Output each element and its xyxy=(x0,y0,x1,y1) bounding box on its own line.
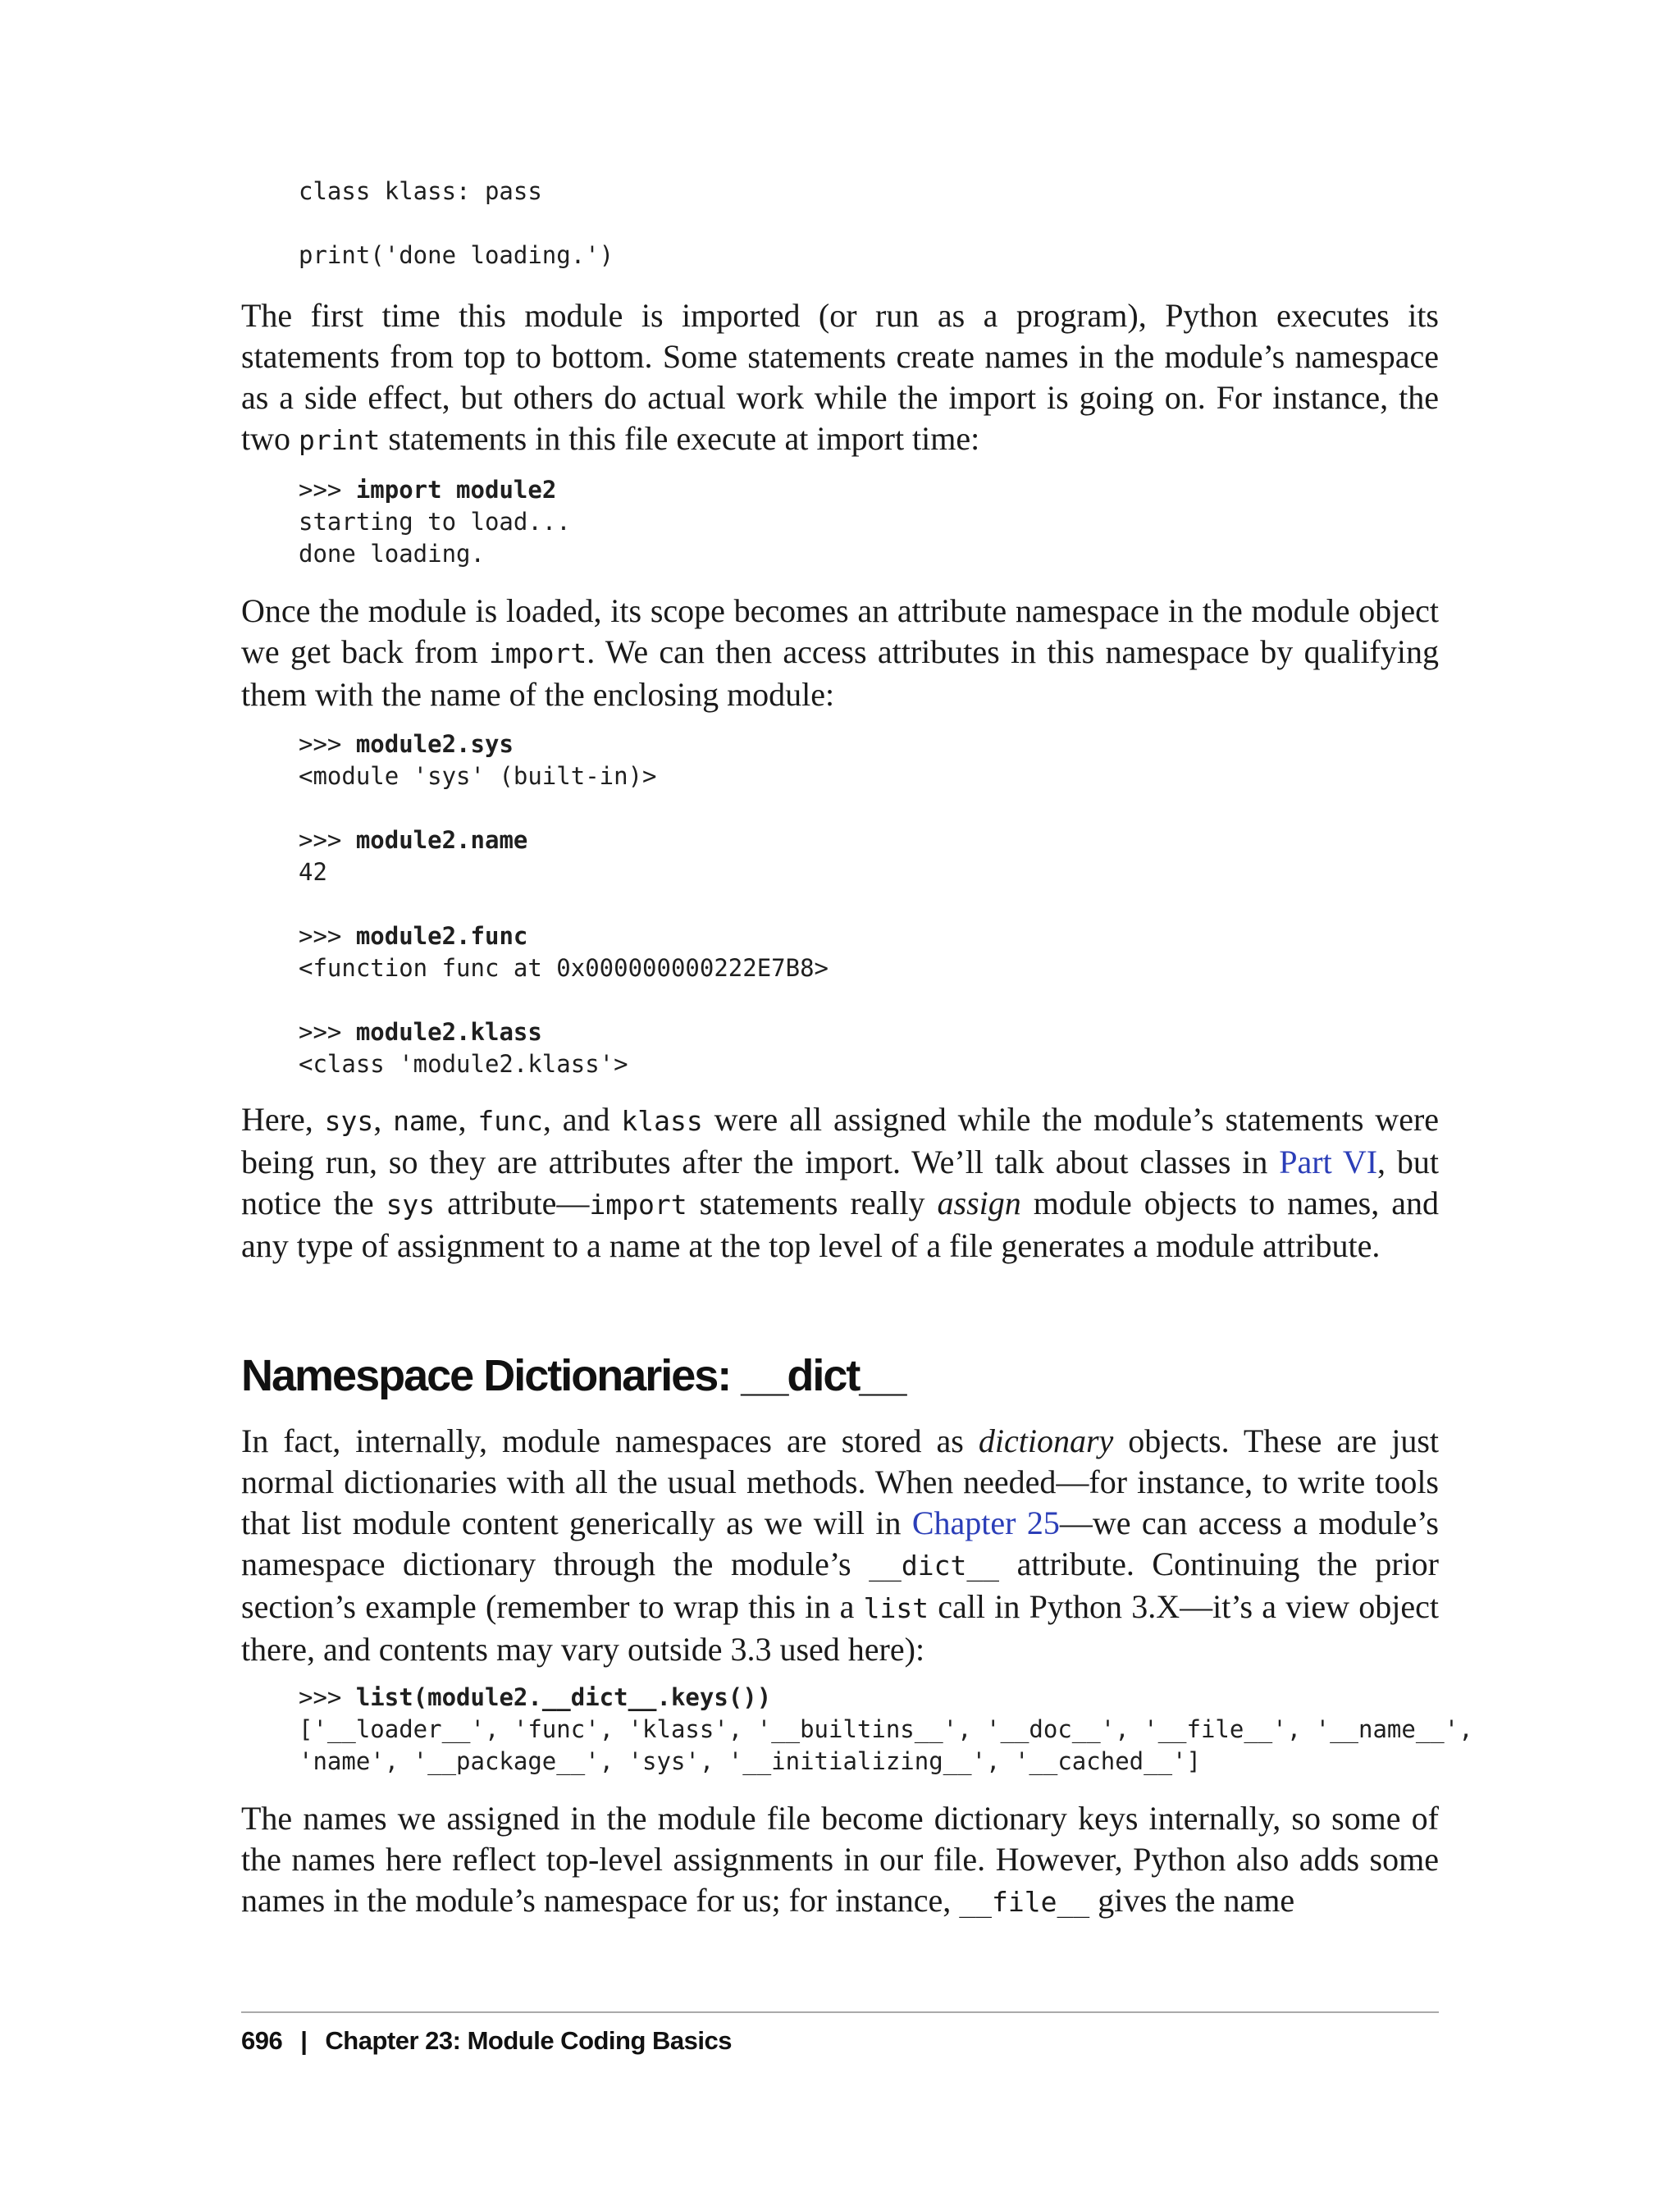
code-line: class klass: pass xyxy=(299,177,542,205)
section-heading: Namespace Dictionaries: __dict__ xyxy=(241,1351,906,1400)
paragraph: The first time this module is imported (or run as a program), Python executes its statements from top to bottom. Some statements create names in the module’s namespace as a side effect, but others do actual work while the import is going on. For instance, the two print statements in this file execute at import time: xyxy=(241,297,1439,457)
chapter-25-link[interactable]: Chapter 25 xyxy=(911,1504,1060,1541)
paragraph: Here, sys, name, func, and klass were all assigned while the module’s statements were being run, so they are attributes after the import. We’ll talk about classes in Part VI, but notice the sys attribute—import statements really assign module objects to names, and any type of assignment to a name at the top level of a file generates a module attribute. xyxy=(241,1101,1440,1264)
paragraph: The names we assigned in the module file become dictionary keys internally, so some of the names here reflect top-level assignments in our file. However, Python also adds some names in the module’s namespace for us; for instance, __file__ gives the name xyxy=(241,1800,1439,1919)
paragraph: Once the module is loaded, its scope becomes an attribute namespace in the module object we get back from import. We can then access attributes in this namespace by qualifying them with the name of the enclosing module: xyxy=(241,592,1439,713)
page-number: 696 xyxy=(241,2026,283,2055)
paragraph: In fact, internally, module namespaces are stored as dictionary objects. These are just normal dictionaries with all the usual methods. When needed—for instance, to write tools that list module content generically as we will in Chapter 25—we can access a module’s namespace dictionary through the module’s __dict__ attribute. Continuing the prior section’s example (remember to wrap this in a list call in Python 3.X—it’s a view object there, and contents may vary outside 3.3 used here): xyxy=(241,1422,1440,1668)
code-block-import: >>> import module2 starting to load... done loading. xyxy=(299,476,571,568)
code-line: print('done loading.') xyxy=(299,241,614,269)
page-footer xyxy=(241,2026,732,2056)
chapter-title: Chapter 23: Module Coding Basics xyxy=(325,2026,732,2055)
part-vi-link[interactable]: Part VI xyxy=(1279,1144,1378,1180)
footer-rule xyxy=(241,2011,1439,2013)
code-block-attributes: >>> module2.sys <module 'sys' (built-in)> >>> module2.name 42 >>> module2.func <function func at 0x000000000222E7B8> >>> module2.klass <class 'module2.klass'> xyxy=(299,730,829,1078)
code-block-dict-keys: >>> list(module2.__dict__.keys()) ['__loader__', 'func', 'klass', '__builtins__', '__doc__', '__file__', '__name__', 'name', '__package__', 'sys', '__initializing__', '__cached__'] xyxy=(299,1683,1473,1775)
footer-separator: | xyxy=(300,2026,308,2055)
code-block-module-tail xyxy=(241,176,614,272)
